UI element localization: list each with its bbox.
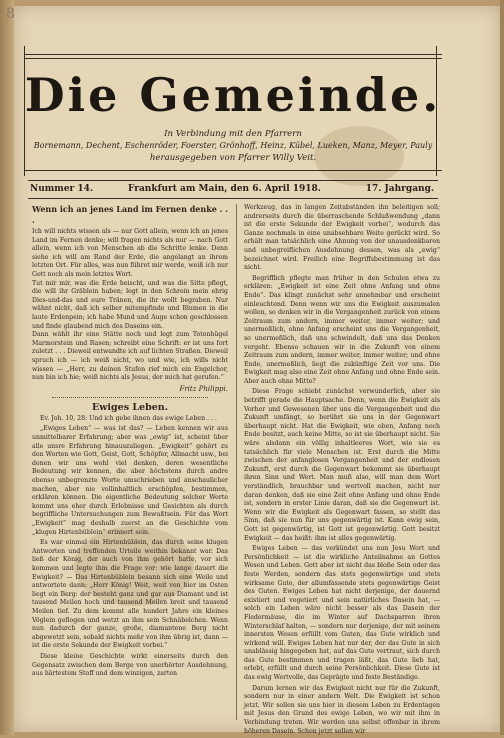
masthead bbox=[24, 46, 442, 176]
article-paragraph: Ev. Joh. 10, 28: Und ich gebe ihnen das ewige Leben . . . bbox=[40, 414, 217, 422]
article-paragraph: Begrifflich pflegte man früher in den Schulen etwa zu erklären: „Ewigkeit ist eine Zeit ohne Anfang und ohne Ende“. Das klingt zunächst sehr annehmbar und erscheint einleuchtend. Denn wenn wir uns die Ewigkeit auszumalen wollen, so denken wir in die Vergangenheit zurück von einem Zeitraum zum andern, immer weiter, immer weiter; und unermeßlich, ohne Anfang erscheint uns die Vergangenheit, so unermeßlich, daß uns schwindelt, daß uns das Denken vergeht. Ebenso schauen wir in die Zukunft von einem Zeitraum zum andern, immer weiter, immer weiter; und ohne Ende, unermeßlich, liegt die zukünftige Zeit vor uns. Die Ewigkeit mag also eine Zeit ohne Anfang und ohne Ende sein. Aber auch ohne Mitte? bbox=[244, 274, 440, 385]
column-divider bbox=[236, 204, 237, 720]
issue-line-bottom-rule bbox=[28, 198, 438, 199]
right-column bbox=[244, 204, 440, 738]
issue-number: Nummer 14. bbox=[30, 184, 94, 194]
poem-title: Wenn ich an jenes Land im Fernen denke . . . bbox=[32, 204, 228, 225]
poem-stanza: Dann wählt ihr eine Stätte noch und legt zum Totenhügel Marmorstein und Rasen; schreibt eine Schrift: er ist uns fort zuletzt . . . Dieweil entwandte ich auf lichten Straßen. Dieweil spruch ich — ich weiß nicht, wo und wie, ich wills nicht wissen — „Herr, zu deinen Stufen rief mich ein Engelchor, nun bin ich hie; weiß nichts als Jesus, der mich hat gerufen.“ bbox=[32, 331, 228, 382]
article-paragraph: Es war einmal ein Hirtenbüblein, das durch seine klugen Antworten und treffenden Urteile weithin bekannt war. Das ließ der König, der auch von ihm gehört hatte, vor sich kommen und legte ihm die Frage vor: wie lange dauert die Ewigkeit? — Das Hirtenbüblein besann sich eine Weile und antwortete dann: „Herr König! Weit, weit von hier im Osten liegt ein Berg: der besteht ganz und gar aus Diamant und ist tausend Meilen hoch und tausend Meilen breit und tausend Meilen tief. Zu dem kommt alle hundert Jahre ein kleines Vöglein geflogen und wetzt an ihm sein Schnäbelchen. Wenn nun dadurch der ganze, große, diamantene Berg nicht abgewetzt sein, sobald nichts mehr von ihm übrig ist, dann — ist die erste Sekunde der Ewigkeit vorbei.“ bbox=[32, 539, 228, 650]
masthead-top-rule bbox=[24, 54, 442, 55]
masthead-top-rule-2 bbox=[24, 58, 442, 59]
section-separator bbox=[52, 397, 208, 398]
newspaper-title: Die Gemeinde. bbox=[24, 68, 442, 122]
issue-volume: 17. Jahrgang. bbox=[365, 184, 434, 194]
article-title: Ewiges Leben. bbox=[92, 402, 168, 414]
masthead-bottom-rule bbox=[24, 170, 442, 171]
left-column bbox=[32, 204, 228, 681]
article-paragraph: Ewiges Leben — das verkündet uns nun Jesu Wort und Persönlichkeit — ist die wirkliche Anteilnahme an Gottes Wesen und Leben. Gott aber ist nicht das bloße Sein oder das feste Werden, sondern das stets gegenwärtige und stets wirksame Gute, der allumfassende stets gegenwärtige Geist des Guten. Ewiges Leben hat nicht derjenige, der dauernd existiert und vegetiert und sein natürliches Dasein hat, — solch ein Leben wäre nicht besser als das Dasein der Fledermäuse, die im Winter auf Dachsparren ihren Winterschlaf halten, — sondern nur derjenige, der mit seinem innersten Wesen erfüllt vom Guten, das Gute wirklich und wirkend will. Ewiges Leben hat nur der, der das Gute in sich unablässig hingegeben hat, auf das Gute vertraut, sich durch das Gute bestimmen und tragen läßt, das Gute lieb hat, erlebt, erfüllt und durch seine Persönlichkeit. Diese Gute ist das ewig Wertvolle, das Geprägte und feste Beständige. bbox=[244, 545, 440, 682]
masthead-subtitle-1: In Verbindung mit den Pfarrern bbox=[164, 129, 302, 139]
poem-stanza: Ich will nichts wissen als — nur Gott allein, wenn ich an jenes Land im Fernen denke; will fragen nichts als nur — nach Gott allein, wenn ich von Menschen ab die Schritte lenke. Denn siehe ich will am Rand der Erde, die angelangt an ihrem letzten Ort. Für alles, was nun führet mir werde, weiß ich nur Gott noch als mein letztes Wort. bbox=[32, 228, 228, 278]
masthead-pastors-list: Bornemann, Dechent, Eschenröder, Foerster, Grönhoff, Heinz, Kübel, Lueken, Manz, Meyer, Pauly bbox=[33, 141, 433, 150]
poem-author: Fritz Philippi. bbox=[179, 384, 228, 393]
page-number: 8 bbox=[6, 6, 15, 22]
book-spine-edge bbox=[0, 0, 14, 735]
article-paragraph: Werkzeug, das in langen Zeitabständen ihn beleitigen soll; andrerseits durch die überraschende Schlußwendung „dann ist die erste Sekunde der Ewigkeit vorbei“, wodurch das Ganze nochmals in eine unabsehbare Weite gerückt wird. So erhält man tatsächlich eine Ahnung von der unausdenkbaren und unbegreiflichen Ausdehnung dessen, was als „ewig“ bezeichnet wird. Freilich eine Begriffsbestimmung ist das nicht. bbox=[244, 204, 440, 272]
page-edge-right bbox=[500, 0, 504, 735]
poem bbox=[32, 228, 228, 383]
article-paragraph: Darum lernen wir das Ewigkeit nicht nur für die Zukunft, sondern nur in einer andern Welt. Die Ewigkeit ist schon jetzt. Wir sollen sie uns hier in diesem Leben zu Erdentagen mit Jesus den Grund des ewige Leben, wo wir mit ihm in Verbindung treten. Wir werden uns selbst offenbar in ihrem höheren Dasein. Schon jetzt sollen wir bbox=[244, 684, 440, 735]
article-paragraph: Diese kleine Geschichte wirkt einerseits durch den Gegensatz zwischen dem Berge von unerhörter Ausdehnung, aus härtestem Stoff und dem winzigen, zarten bbox=[32, 652, 228, 678]
poem-stanza: Tut mir mir, was die Erde heischt, und was die Sitte pflegt, die will ihr Gräblein haben; legt in den Schrein mein ehrig Dies-und-das und eure Tränen, die ihr wollt begraben. Nur wähnt nicht, daß ich selber mitempfinde und Blumen in die laute Erdenpein; ich habe Mund und Auge schon geschlossen und finde glaubend mich des Daseins ein. bbox=[32, 279, 228, 330]
issue-place-date: Frankfurt am Main, den 6. April 1918. bbox=[128, 184, 321, 194]
issue-info-bar bbox=[28, 182, 438, 198]
article-paragraph: „Ewiges Leben“ — was ist das? — Leben kennen wir aus unmittelbarer Erfahrung; aber was „ewig“ ist, scheint über alle unsre Erfahrung hinauszuliegen. „Ewigkeit“ gehört zu den Worten wie Gott, Geist, Gott, Schöpfer, Allmacht usw., bei denen wir uns wohl viel denken, deren wesentliche Bedeutung wir kennen, die aber höchstens durch andre ebenso unbegrenzte Worte umschrieben und anschaulicher machen, aber nie vollinhaltlich erschöpfen, bestimmen, erklären können. Die eigentliche Bedeutung solcher Worte kommt uns eher durch Erlebnisse und Gesichten als durch begriffliche Untersuchungen zum Bewußtsein. Für das Wort „Ewigkeit“ mag deshalb zuerst an die Geschichte vom „klugen Hirtenbüblein“ erinnert sein. bbox=[32, 425, 228, 536]
masthead-editor: herausgegeben von Pfarrer Willy Veit. bbox=[149, 153, 317, 163]
issue-line-top-rule bbox=[28, 180, 438, 181]
article-paragraph: Diese Frage schiebt zunächst verwunderlich, aber sie betrifft gerade die Hauptsache. Denn, wenn die Ewigkeit als Vorher und Gewesenen über uns die Vergangenheit und die Zukunft umfängt, so berührt sie uns in der Gegenwart überhaupt nicht. Hat die Ewigkeit, wie oben, Anfang noch Ende besitzt, auch keine Mitte, so ist sie überhaupt nicht. Sie wäre alsdann ein völlig inhaltleeres Wort, wie sie es tatsächlich für viele Menschen ist. Erst durch die Mitte zwischen der anfanglosen Vergangenheit und der endlosen Zukunft, erst durch die Gegenwart bekommt sie überhaupt ihren Sinn und Wert. Man muß also, will man dem Wort verständlich, brauchbar und wertvoll machen, nicht nur daran denken, daß sie eine Zeit ohne Anfang und ohne Ende ist, sondern in erster Linie daran, daß sie die Gegenwart ist. Wenn wir die Ewigkeit als Gegenwart fassen, so stellt das Sinn, daß sie nun für uns gegenwärtig ist. Kann ewig sein, Gott ist gegenwärtig, ist Gott ist gegenwärtig. Gott besitzt Ewigkeit — das heißt: ihm ist alles gegenwärtig. bbox=[244, 388, 440, 542]
